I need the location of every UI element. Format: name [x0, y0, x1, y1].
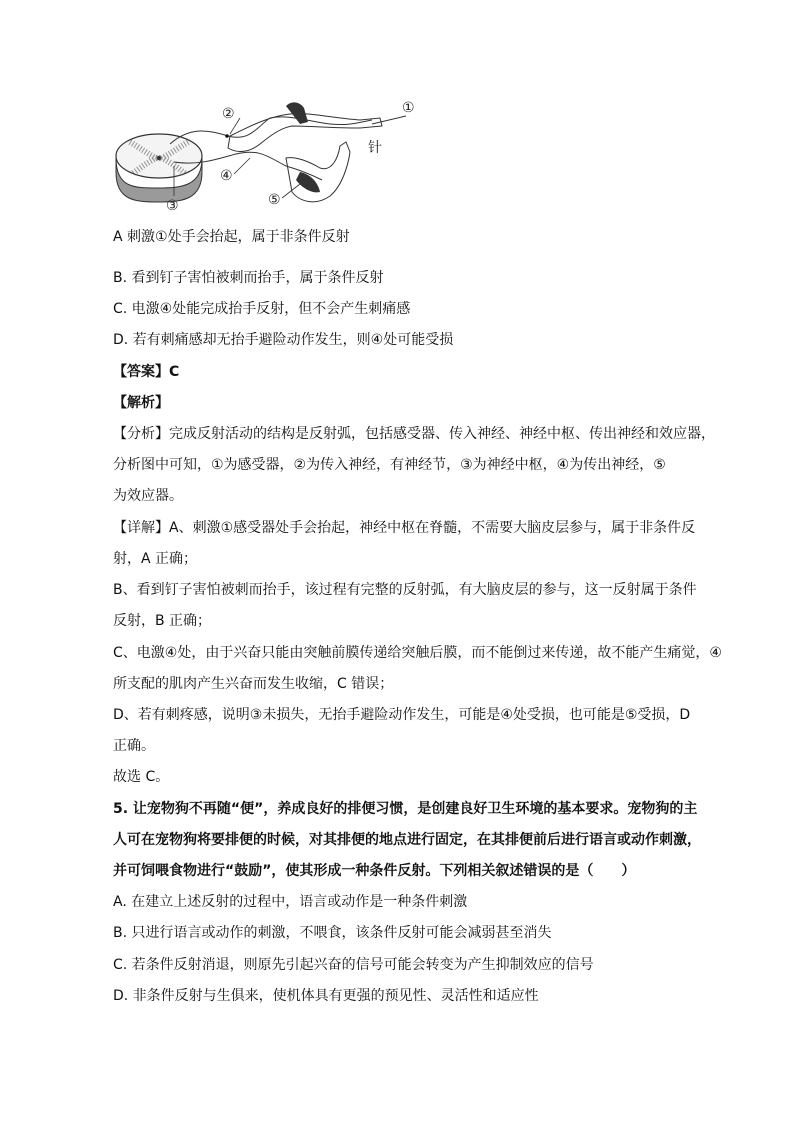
label-needle: 针 [368, 140, 382, 156]
q4-option-d: D. 若有刺痛感却无抬手避险动作发生，则④处可能受损 [113, 332, 454, 348]
q4-option-a: A 刺激①处手会抬起，属于非条件反射 [113, 229, 350, 245]
analysis-line: 【分析】完成反射活动的结构是反射弧，包括感受器、传入神经、神经中枢、传出神经和效应器， [113, 426, 715, 442]
q5-option-b: B. 只进行语言或动作的刺激，不喂食，该条件反射可能会减弱甚至消失 [113, 925, 552, 941]
label-1: ① [402, 100, 415, 116]
label-3: ③ [166, 198, 179, 214]
analysis-line: 故选 C。 [113, 769, 170, 785]
q5-stem-line: 并可饲喂食物进行“鼓励”，使其形成一种条件反射。下列相关叙述错误的是（ ） [113, 863, 636, 879]
q4-option-b: B. 看到钉子害怕被刺而抬手，属于条件反射 [113, 270, 384, 286]
hand-fingers [286, 102, 308, 124]
analysis-line: D、若有刺疼感，说明③未损失，无抬手避险动作发生，可能是④处受损，也可能是⑤受损，D [113, 707, 691, 723]
q5-option-c: C. 若条件反射消退，则原先引起兴奋的信号可能会转变为产生抑制效应的信号 [113, 957, 594, 973]
q5-option-a: A. 在建立上述反射的过程中，语言或动作是一种条件刺激 [113, 894, 468, 910]
needle-line [372, 116, 406, 124]
analysis-line: 射，A 正确； [113, 551, 198, 567]
analysis-line: 【详解】A、刺激①感受器处手会抬起，神经中枢在脊髓，不需要大脑皮层参与，属于非条件反 [113, 520, 696, 536]
label-2: ② [222, 106, 235, 122]
q4-option-c: C. 电激④处能完成抬手反射，但不会产生刺痛感 [113, 301, 411, 317]
afferent-nerve [170, 117, 372, 144]
analysis-line: 所支配的肌肉产生兴奋而发生收缩，C 错误； [113, 676, 394, 692]
analysis-line: 分析图中可知，①为感受器，②为传入神经，有神经节，③为神经中枢，④为传出神经，⑤ [113, 457, 666, 473]
q5-stem-line: 5. 让宠物狗不再随“便”，养成良好的排便习惯，是创建良好卫生环境的基本要求。宠物狗的主 [113, 801, 698, 817]
q5-stem-line: 人可在宠物狗将要排便的时候，对其排便的地点进行固定，在其排便前后进行语言或动作刺激， [113, 832, 701, 848]
analysis-line: 正确。 [113, 738, 155, 754]
label-4: ④ [220, 168, 233, 184]
analysis-line: C、电激④处，由于兴奋只能由突触前膜传递给突触后膜，而不能倒过来传递，故不能产生痛觉，④ [113, 645, 722, 661]
spinal-cord-section [116, 134, 202, 202]
analysis-heading: 【解析】 [113, 395, 169, 411]
muscle-effector [296, 172, 320, 192]
analysis-line: 为效应器。 [113, 488, 183, 504]
analysis-line: 反射，B 正确； [113, 613, 212, 629]
arm-lower [286, 142, 350, 202]
reflex-arc-figure [110, 96, 430, 220]
analysis-line: B、看到钉子害怕被刺而抬手，该过程有完整的反射弧，有大脑皮层的参与，这一反射属于条件 [113, 582, 697, 598]
q5-option-d: D. 非条件反射与生俱来，使机体具有更强的预见性、灵活性和适应性 [113, 988, 539, 1004]
ganglion-dot [225, 134, 229, 138]
answer-line: 【答案】C [113, 364, 180, 380]
label-5: ⑤ [268, 192, 281, 208]
